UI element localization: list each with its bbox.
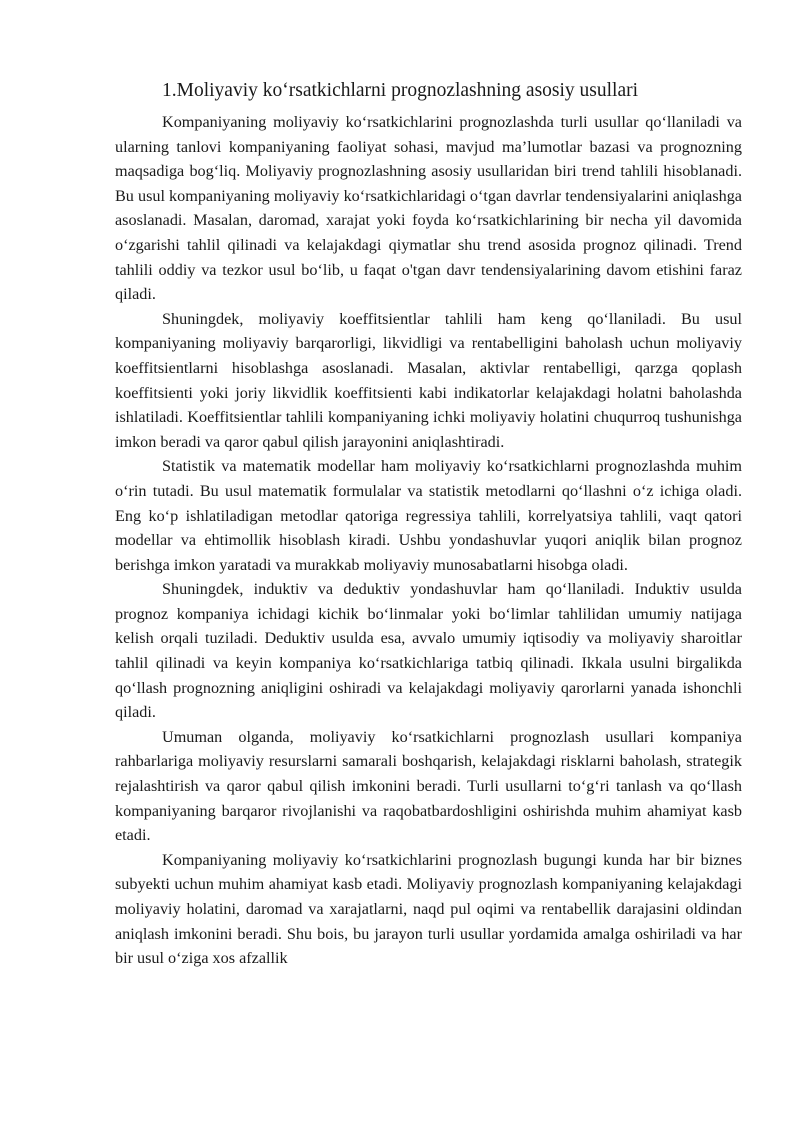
paragraph-trend-analysis: Kompaniyaning moliyaviy ko‘rsatkichlarini prognozlashda turli usullar qo‘llaniladi va ularning tanlovi kompaniyaning faoliyat sohasi, mavjud ma’lumotlar bazasi va prognozning maqsadiga bog‘liq. Moliyaviy prognozlashning asosiy usullaridan biri trend tahlili hisoblanadi. Bu usul kompaniyaning moliyaviy ko‘rsatkichlaridagi o‘tgan davrlar tendensiyalarini aniqlashga asoslanadi. Masalan, daromad, xarajat yoki foyda ko‘rsatkichlarining bir necha yil davomida o‘zgarishi tahlil qilinadi va kelajakdagi qiymatlar shu trend asosida prognoz qilinadi. Trend tahlili oddiy va tezkor usul bo‘lib, u faqat o'tgan davr tendensiyalarining davom etishini faraz qiladi. bbox=[115, 113, 742, 304]
paragraph-ratio-analysis: Shuningdek, moliyaviy koeffitsientlar tahlili ham keng qo‘llaniladi. Bu usul kompaniyaning moliyaviy barqarorligi, likvidligi va rentabelligini baholash uchun moliyaviy koeffitsientlarni hisoblashga asoslanadi. Masalan, aktivlar rentabelligi, qarzga qoplash koeffitsienti yoki joriy likvidlik koeffitsienti kabi indikatorlar kelajakdagi holatni baholashda ishlatiladi. Koeffitsientlar tahlili kompaniyaning ichki moliyaviy holatini chuqurroq tushunishga imkon beradi va qaror qabul qilish jarayonini aniqlashtiradi. bbox=[115, 309, 742, 451]
paragraph-inductive-deductive: Shuningdek, induktiv va deduktiv yondashuvlar ham qo‘llaniladi. Induktiv usulda prognoz kompaniya ichidagi kichik bo‘linmalar yoki bo‘limlar tahlilidan umumiy natijaga kelish orqali tuziladi. Deduktiv usulda esa, avvalo umumiy iqtisodiy va moliyaviy sharoitlar tahlil qilinadi va keyin kompaniya ko‘rsatkichlariga tatbiq qilinadi. Ikkala usulni birgalikda qo‘llash prognozning aniqligini oshiradi va kelajakdagi moliyaviy qarorlarni yanada ishonchli qiladi. bbox=[115, 580, 742, 722]
paragraph-statistical-models: Statistik va matematik modellar ham moliyaviy ko‘rsatkichlarni prognozlashda muhim o‘rin tutadi. Bu usul matematik formulalar va statistik metodlarni qo‘llashni o‘z ichiga oladi. Eng ko‘p ishlatiladigan metodlar qatoriga regressiya tahlili, korrelyatsiya tahlili, vaqt qatori modellar va ehtimollik hisoblash kiradi. Ushbu yondashuvlar yuqori aniqlik bilan prognoz berishga imkon yaratadi va murakkab moliyaviy munosabatlarni hisobga oladi. bbox=[115, 457, 742, 574]
paragraph-importance: Kompaniyaning moliyaviy ko‘rsatkichlarini prognozlash bugungi kunda har bir biznes subyekti uchun muhim ahamiyat kasb etadi. Moliyaviy prognozlash kompaniyaning kelajakdagi moliyaviy holatini, daromad va xarajatlarni, naqd pul oqimi va rentabellik darajasini oldindan aniqlash imkonini beradi. Shu bois, bu jarayon turli usullar yordamida amalga oshiriladi va har bir usul o‘ziga xos afzallik bbox=[115, 850, 742, 968]
paragraph-summary: Umuman olganda, moliyaviy ko‘rsatkichlarni prognozlash usullari kompaniya rahbarlariga moliyaviy resurslarni samarali boshqarish, kelajakdagi risklarni baholash, strategik rejalashtirish va qaror qabul qilish imkonini beradi. Turli usullarni to‘g‘ri tanlash va qo‘llash kompaniyaning barqaror rivojlanishi va raqobatbardoshligini oshirishda muhim ahamiyat kasb etadi. bbox=[115, 727, 742, 845]
document-body bbox=[115, 78, 742, 971]
section-heading: 1.Moliyaviy ko‘rsatkichlarni prognozlashning asosiy usullari bbox=[162, 80, 639, 101]
